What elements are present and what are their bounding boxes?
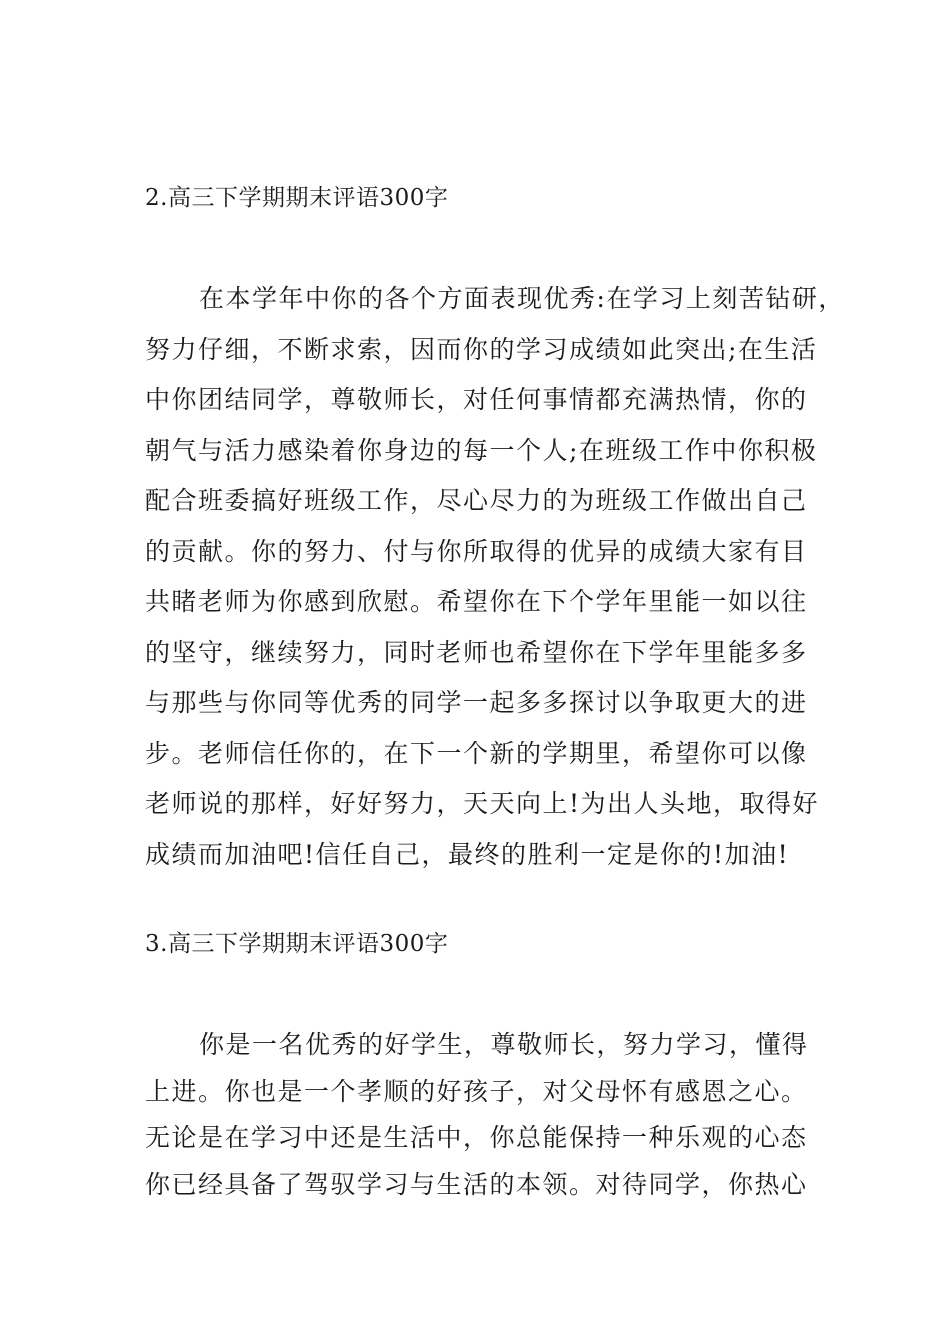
section-3-heading: 3.高三下学期期末评语300字	[145, 931, 449, 957]
paragraph-line: 与那些与你同等优秀的同学一起多多探讨以争取更大的进	[145, 688, 808, 717]
section-3-paragraph	[145, 1028, 845, 1214]
paragraph-line: 你是一名优秀的好学生，尊敬师长，努力学习，懂得	[199, 1030, 809, 1059]
paragraph-line: 共睹老师为你感到欣慰。希望你在下个学年里能一如以往	[145, 587, 808, 616]
paragraph-line: 步。老师信任你的，在下一个新的学期里，希望你可以像	[145, 738, 808, 768]
paragraph-line: 的贡献。你的努力、付与你所取得的优异的成绩大家有目	[145, 536, 808, 566]
paragraph-line: 努力仔细，不断求索，因而你的学习成绩如此突出;在生活	[145, 334, 818, 364]
paragraph-line: 成绩而加油吧!信任自己，最终的胜利一定是你的!加油!	[145, 839, 790, 869]
section-2-heading: 2.高三下学期期末评语300字	[145, 185, 449, 211]
paragraph-line: 无论是在学习中还是生活中，你总能保持一种乐观的心态	[145, 1123, 808, 1152]
paragraph-line: 老师说的那样，好好努力，天天向上!为出人头地，取得好	[145, 789, 820, 818]
paragraph-line: 你已经具备了驾驭学习与生活的本领。对待同学，你热心	[145, 1169, 808, 1199]
paragraph-line: 中你团结同学，尊敬师长，对任何事情都充满热情，你的	[145, 385, 808, 414]
paragraph-line: 配合班委搞好班级工作，尽心尽力的为班级工作做出自己	[145, 486, 808, 515]
paragraph-line: 的坚守，继续努力，同时老师也希望你在下学年里能多多	[145, 637, 808, 667]
paragraph-line: 朝气与活力感染着你身边的每一个人;在班级工作中你积极	[145, 435, 818, 465]
paragraph-line: 上进。你也是一个孝顺的好孩子，对父母怀有感恩之心。	[145, 1076, 808, 1106]
paragraph-line: 在本学年中你的各个方面表现优秀:在学习上刻苦钻研，	[199, 284, 845, 313]
section-2-paragraph	[145, 282, 845, 888]
